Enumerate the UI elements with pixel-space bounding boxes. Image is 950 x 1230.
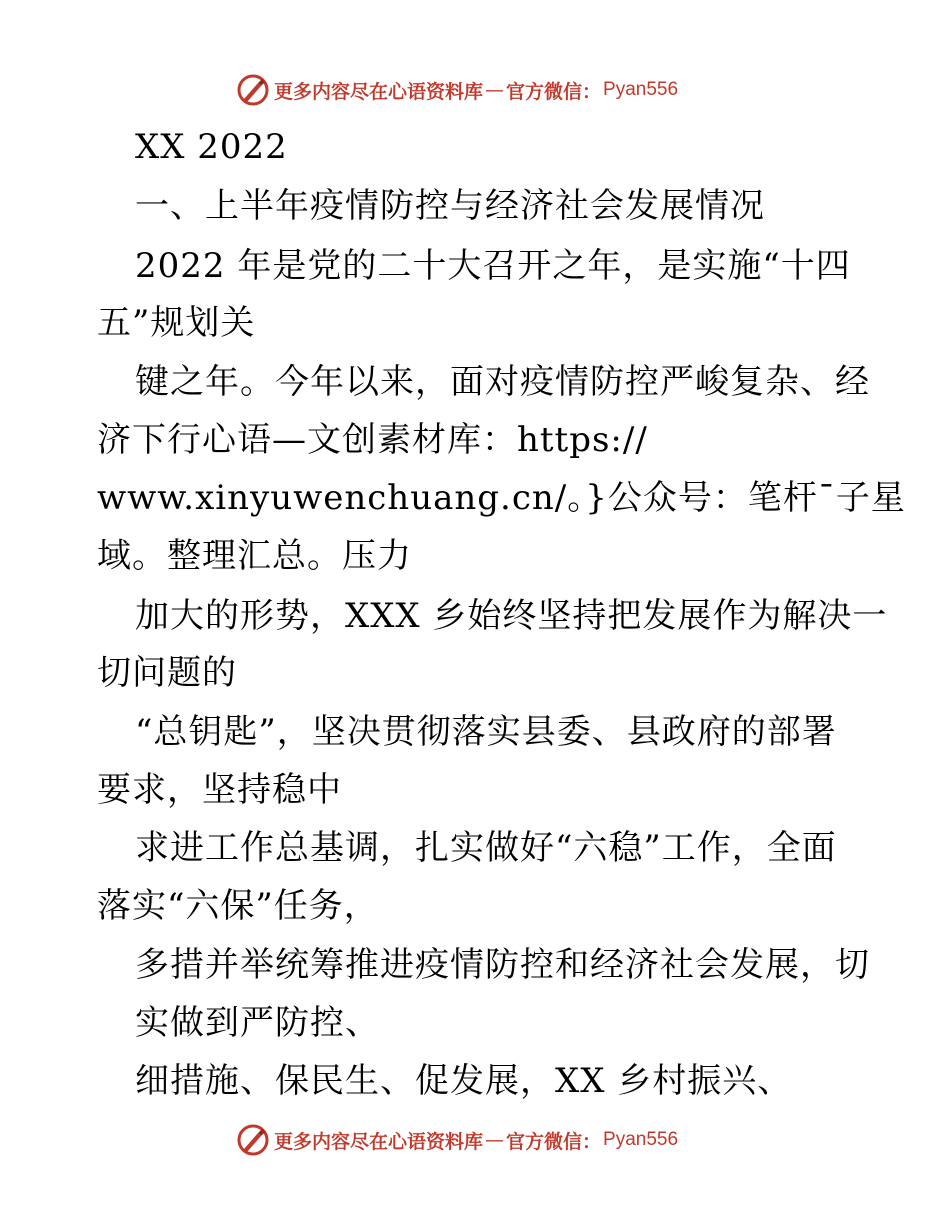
paragraph-line: 济下行心语—文创素材库：https:// <box>97 420 648 460</box>
pen-logo-icon <box>236 1123 270 1157</box>
banner-wechat-id: Pyan556 <box>603 1129 679 1150</box>
paragraph-line: 落实“六保”任务， <box>97 886 379 926</box>
banner-wechat-id: Pyan556 <box>603 79 679 100</box>
paragraph-line: 域。整理汇总。压力 <box>97 536 412 576</box>
paragraph-line: 键之年。今年以来，面对疫情防控严峻复杂、经 <box>135 362 870 402</box>
paragraph-line: 五”规划关 <box>97 303 256 343</box>
doc-title: XX 2022 <box>135 127 288 167</box>
paragraph-line: 实做到严防控、 <box>135 1003 380 1043</box>
pen-logo-icon <box>236 73 270 107</box>
banner-main-text: 更多内容尽在心语资料库 <box>274 80 484 103</box>
banner-dash: — <box>485 1129 505 1151</box>
footer-banner <box>236 1122 678 1158</box>
banner-dash: — <box>485 79 505 101</box>
paragraph-line: 加大的形势，XXX 乡始终坚持把发展作为解决一 <box>135 596 888 636</box>
paragraph-line: www.xinyuwenchuang.cn/。}公众号：笔杆¯子星 <box>97 478 906 518</box>
paragraph-line: 多措并举统筹推进疫情防控和经济社会发展，切 <box>135 945 870 985</box>
banner-wechat-label: 官方微信： <box>506 1130 602 1153</box>
paragraph-line: 切问题的 <box>97 653 237 693</box>
paragraph-line: “总钥匙”，坚决贯彻落实县委、县政府的部署 <box>135 712 837 752</box>
paragraph-line: 细措施、保民生、促发展，XX 乡村振兴、 <box>135 1061 793 1101</box>
paragraph-line: 求进工作总基调，扎实做好“六稳”工作，全面 <box>135 828 837 868</box>
header-banner <box>236 72 678 108</box>
banner-wechat-label: 官方微信： <box>506 80 602 103</box>
paragraph-line: 2022 年是党的二十大召开之年，是实施“十四 <box>135 246 851 286</box>
section-heading: 一、上半年疫情防控与经济社会发展情况 <box>135 186 765 226</box>
paragraph-line: 要求，坚持稳中 <box>97 770 342 810</box>
banner-main-text: 更多内容尽在心语资料库 <box>274 1130 484 1153</box>
